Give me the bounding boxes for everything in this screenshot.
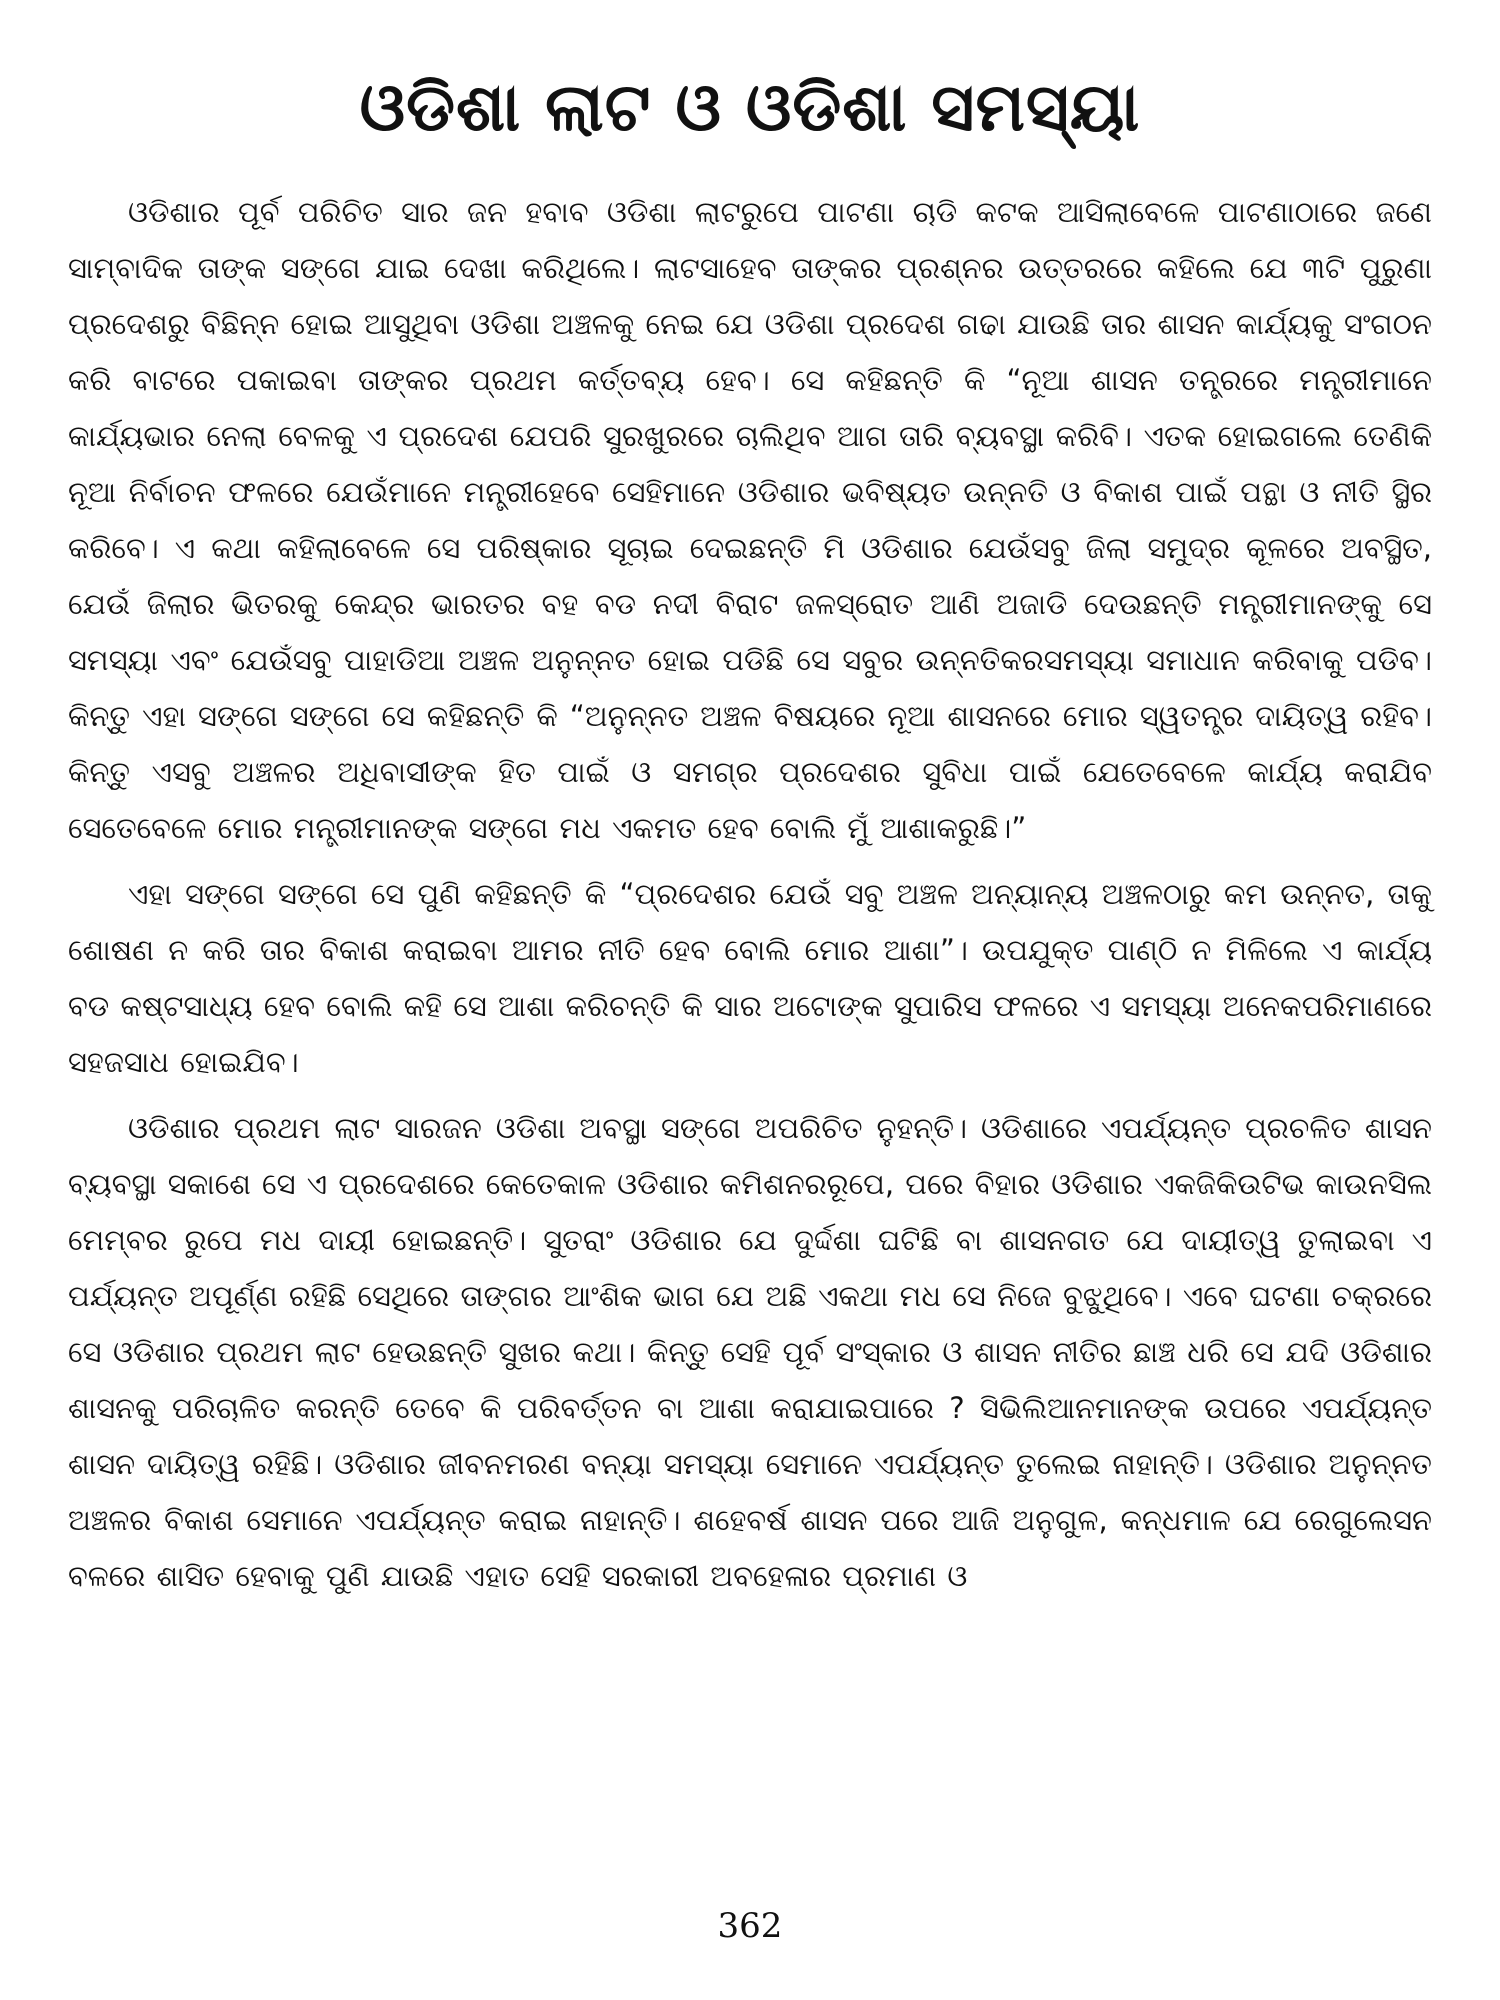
page-title: ଓଡିଶା ଲାଟ ଓ ଓଡିଶା ସମସ୍ୟା [359,69,1141,146]
paragraph-3: ଓଡିଶାର ପ୍ରଥମ ଲାଟ ସାରଜନ ଓଡିଶା ଅବସ୍ଥା ସଙ୍ଗେ ଅପରିଚିତ ନୁହନ୍ତି। ଓଡିଶାରେ ଏପର୍ଯ୍ୟନ୍ତ ପ୍ରଚଳିତ ଶାସନ ବ୍ୟବସ୍ଥା ସକାଶେ ସେ ଏ ପ୍ରଦେଶରେ କେତେକାଳ ଓଡିଶାର କମିଶନରରୂପେ, ପରେ ବିହାର ଓଡିଶାର ଏକଜିକିଉଟିଭ କାଉନସିଲ ମେମ୍ବର ରୁପେ ମଧ ଦାୟୀ ହୋଇଛନ୍ତି। ସୁତରାଂ ଓଡିଶାର ଯେ ଦୁର୍ଦ୍ଦଶା ଘଟିଛି ବା ଶାସନଗତ ଯେ ଦାୟୀତ୍ୱ ତୁଲାଇବା ଏ ପର୍ଯ୍ୟନ୍ତ ଅପୂର୍ଣ୍ଣ ରହିଛି ସେଥିରେ ତାଙ୍ଗର ଆଂଶିକ ଭାଗ ଯେ ଅଛି ଏକଥା ମଧ ସେ ନିଜେ ବୁଝୁଥିବେ। ଏବେ ଘଟଣା ଚକ୍ରରେ ସେ ଓଡିଶାର ପ୍ରଥମ ଲାଟ ହେଉଛନ୍ତି ସୁଖର କଥା। କିନ୍ତୁ ସେହି ପୂର୍ବ ସଂସ୍କାର ଓ ଶାସନ ନୀତିର ଛାଞ୍ଚ ଧରି ସେ ଯଦି ଓଡିଶାର ଶାସନକୁ ପରିଚାଳିତ କରନ୍ତି ତେବେ କି ପରିବର୍ତ୍ତନ ବା ଆଶା କରାଯାଇପାରେ ? ସିଭିଲିଆନମାନଙ୍କ ଉପରେ ଏପର୍ଯ୍ୟନ୍ତ ଶାସନ ଦାୟିତ୍ୱ ରହିଛି। ଓଡିଶାର ଜୀବନମରଣ ବନ୍ୟା ସମସ୍ୟା ସେମାନେ ଏପର୍ଯ୍ୟନ୍ତ ତୁଲେଇ ନାହାନ୍ତି। ଓଡିଶାର ଅନୁନ୍ନତ ଅଞ୍ଚଳର ବିକାଶ ସେମାନେ ଏପର୍ଯ୍ୟନ୍ତ କରାଇ ନାହାନ୍ତି। ଶହେବର୍ଷ ଶାସନ ପରେ ଆଜି ଅନୁଗୁଳ, କନ୍ଧମାଳ ଯେ ରେଗୁଲେସନ ବଳରେ ଶାସିତ ହେବାକୁ ପୁଣି ଯାଉଛି ଏହାତ ସେହି ସରକାରୀ ଅବହେଳାର ପ୍ରମାଣ ଓ [68,1111,1432,1593]
page-number: 362 [717,1906,783,1946]
paragraph-1: ଓଡିଶାର ପୂର୍ବ ପରିଚିତ ସାର ଜନ ହବାବ ଓଡିଶା ଲାଟରୁପେ ପାଟଣା ଚାଡି କଟକ ଆସିଲାବେଳେ ପାଟଣାଠାରେ ଜଣେ ସାମ୍ବାଦିକ ତାଙ୍କ ସଙ୍ଗେ ଯାଇ ଦେଖା କରିଥିଲେ। ଲାଟସାହେବ ତାଙ୍କର ପ୍ରଶ୍ନର ଉତ୍ତରରେ କହିଲେ ଯେ ୩ଟି ପୁରୁଣା ପ୍ରଦେଶରୁ ବିଛିନ୍ନ ହୋଇ ଆସୁଥିବା ଓଡିଶା ଅଞ୍ଚଳକୁ ନେଇ ଯେ ଓଡିଶା ପ୍ରଦେଶ ଗଢା ଯାଉଛି ତାର ଶାସନ କାର୍ଯ୍ୟକୁ ସଂଗଠନ କରି ବାଟରେ ପକାଇବା ତାଙ୍କର ପ୍ରଥମ କର୍ତ୍ତବ୍ୟ ହେବ। ସେ କହିଛନ୍ତି କି “ନୂଆ ଶାସନ ତନ୍ତ୍ରରେ ମନ୍ତ୍ରୀମାନେ କାର୍ଯ୍ୟଭାର ନେଲା ବେଳକୁ ଏ ପ୍ରଦେଶ ଯେପରି ସୁରଖୁରରେ ଚାଲିଥିବ ଆଗ ତାରି ବ୍ୟବସ୍ଥା କରିବି। ଏତକ ହୋଇଗଲେ ତେଣିକି ନୂଆ ନିର୍ବାଚନ ଫଳରେ ଯେଉଁମାନେ ମନ୍ତ୍ରୀହେବେ ସେହିମାନେ ଓଡିଶାର ଭବିଷ୍ୟତ ଉନ୍ନତି ଓ ବିକାଶ ପାଇଁ ପନ୍ଥା ଓ ନୀତି ସ୍ଥିର କରିବେ। ଏ କଥା କହିଲାବେଳେ ସେ ପରିଷ୍କାର ସୂଚାଇ ଦେଇଛନ୍ତି ମି ଓଡିଶାର ଯେଉଁସବୁ ଜିଲା ସମୁଦ୍ର କୂଳରେ ଅବସ୍ଥିତ, ଯେଉଁ ଜିଲାର ଭିତରକୁ କେନ୍ଦ୍ର ଭାରତର ବହ ବଡ ନଦୀ ବିରାଟ ଜଳସ୍ରୋତ ଆଣି ଅଜାଡି ଦେଉଛନ୍ତି ମନ୍ତ୍ରୀମାନଙ୍କୁ ସେ ସମସ୍ୟା ଏବଂ ଯେଉଁସବୁ ପାହାଡିଆ ଅଞ୍ଚଳ ଅନୁନ୍ନତ ହୋଇ ପଡିଛି ସେ ସବୁର ଉନ୍ନତିକରସମସ୍ୟା ସମାଧାନ କରିବାକୁ ପଡିବ। କିନ୍ତୁ ଏହା ସଙ୍ଗେ ସଙ୍ଗେ ସେ କହିଛନ୍ତି କି “ଅନୁନ୍ନତ ଅଞ୍ଚଳ ବିଷୟରେ ନୂଆ ଶାସନରେ ମୋର ସ୍ୱତନ୍ତ୍ର ଦାୟିତ୍ୱ ରହିବ। କିନ୍ତୁ ଏସବୁ ଅଞ୍ଚଳର ଅଧିବାସୀଙ୍କ ହିତ ପାଇଁ ଓ ସମଗ୍ର ପ୍ରଦେଶର ସୁବିଧା ପାଇଁ ଯେତେବେଳେ କାର୍ଯ୍ୟ କରାଯିବ ସେତେବେଳେ ମୋର ମନ୍ତ୍ରୀମାନଙ୍କ ସଙ୍ଗେ ମଧ ଏକମତ ହେବ ବୋଲି ମୁଁ ଆଶାକରୁଛି।” [68,195,1432,845]
paragraph-2: ଏହା ସଙ୍ଗେ ସଙ୍ଗେ ସେ ପୁଣି କହିଛନ୍ତି କି “ପ୍ରଦେଶର ଯେଉଁ ସବୁ ଅଞ୍ଚଳ ଅନ୍ୟାନ୍ୟ ଅଞ୍ଚଳଠାରୁ କମ ଉନ୍ନତ, ତାକୁ ଶୋଷଣ ନ କରି ତାର ବିକାଶ କରାଇବା ଆମର ନୀତି ହେବ ବୋଲି ମୋର ଆଶା”। ଉପଯୁକ୍ତ ପାଣ୍ଠି ନ ମିଳିଲେ ଏ କାର୍ଯ୍ୟ ବଡ କଷ୍ଟସାଧ୍ୟ ହେବ ବୋଲି କହି ସେ ଆଶା କରିଚନ୍ତି କି ସାର ଅଟୋଙ୍କ ସୁପାରିସ ଫଳରେ ଏ ସମସ୍ୟା ଅନେକପରିମାଣରେ ସହଜସାଧ ହୋଇଯିବ। [68,877,1432,1079]
